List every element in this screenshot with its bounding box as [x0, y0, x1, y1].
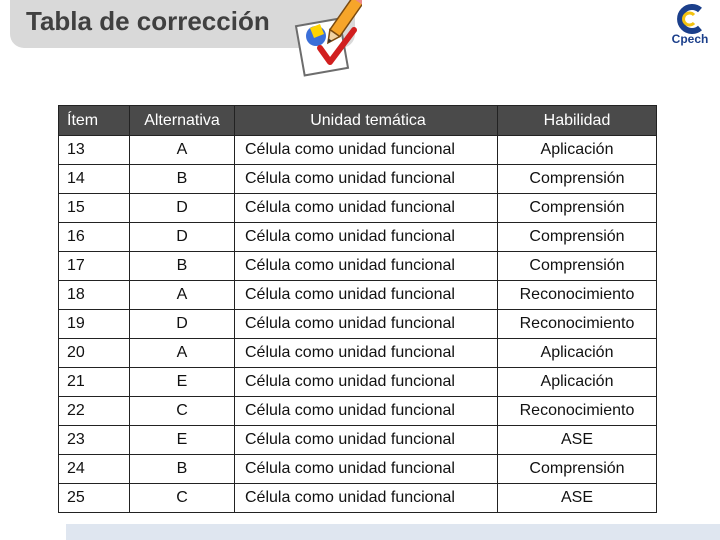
- cell-alternativa: A: [130, 339, 235, 368]
- cell-item: 17: [59, 252, 130, 281]
- cell-unidad: Célula como unidad funcional: [235, 368, 498, 397]
- cell-item: 19: [59, 310, 130, 339]
- table-row: [59, 281, 657, 310]
- cell-alternativa: B: [130, 165, 235, 194]
- footer-bar: [66, 524, 720, 540]
- cell-item: 15: [59, 194, 130, 223]
- cell-unidad: Célula como unidad funcional: [235, 339, 498, 368]
- cell-habilidad: Aplicación: [498, 136, 657, 165]
- cell-item: 23: [59, 426, 130, 455]
- cell-habilidad: Comprensión: [498, 223, 657, 252]
- cell-unidad: Célula como unidad funcional: [235, 194, 498, 223]
- cell-habilidad: Comprensión: [498, 194, 657, 223]
- cell-alternativa: D: [130, 310, 235, 339]
- table-row: [59, 252, 657, 281]
- cell-alternativa: B: [130, 455, 235, 484]
- table-body: [59, 136, 657, 513]
- cell-item: 22: [59, 397, 130, 426]
- cell-habilidad: Reconocimiento: [498, 310, 657, 339]
- header-alternativa: Alternativa: [130, 106, 235, 136]
- table-row: [59, 310, 657, 339]
- cell-alternativa: D: [130, 223, 235, 252]
- cell-alternativa: E: [130, 368, 235, 397]
- cell-habilidad: Reconocimiento: [498, 281, 657, 310]
- table-row: [59, 339, 657, 368]
- table-header-row: [59, 106, 657, 136]
- cell-unidad: Célula como unidad funcional: [235, 455, 498, 484]
- cell-unidad: Célula como unidad funcional: [235, 136, 498, 165]
- cell-item: 21: [59, 368, 130, 397]
- header-item: Ítem: [59, 106, 130, 136]
- table-row: [59, 426, 657, 455]
- table-row: [59, 165, 657, 194]
- page-title: Tabla de corrección: [26, 6, 270, 36]
- table-row: [59, 484, 657, 513]
- cell-item: 25: [59, 484, 130, 513]
- cell-habilidad: Aplicación: [498, 368, 657, 397]
- cell-unidad: Célula como unidad funcional: [235, 165, 498, 194]
- cell-item: 20: [59, 339, 130, 368]
- cell-habilidad: Comprensión: [498, 455, 657, 484]
- correction-table: [58, 105, 657, 513]
- cell-unidad: Célula como unidad funcional: [235, 397, 498, 426]
- header-unidad: Unidad temática: [235, 106, 498, 136]
- cell-unidad: Célula como unidad funcional: [235, 252, 498, 281]
- cell-habilidad: Aplicación: [498, 339, 657, 368]
- cell-item: 13: [59, 136, 130, 165]
- cell-alternativa: C: [130, 397, 235, 426]
- cell-unidad: Célula como unidad funcional: [235, 281, 498, 310]
- header-habilidad: Habilidad: [498, 106, 657, 136]
- cpech-logo: [664, 4, 716, 48]
- cell-habilidad: ASE: [498, 484, 657, 513]
- cell-alternativa: A: [130, 136, 235, 165]
- pencil-check-icon: [294, 0, 362, 78]
- cell-item: 16: [59, 223, 130, 252]
- cell-unidad: Célula como unidad funcional: [235, 484, 498, 513]
- cell-unidad: Célula como unidad funcional: [235, 426, 498, 455]
- cell-habilidad: Comprensión: [498, 252, 657, 281]
- cell-alternativa: C: [130, 484, 235, 513]
- table-row: [59, 194, 657, 223]
- cpech-logo-icon: [664, 4, 716, 34]
- table-row: [59, 455, 657, 484]
- cell-unidad: Célula como unidad funcional: [235, 223, 498, 252]
- cpech-logo-text: Cpech: [671, 32, 709, 46]
- cell-unidad: Célula como unidad funcional: [235, 310, 498, 339]
- cell-item: 14: [59, 165, 130, 194]
- cell-habilidad: ASE: [498, 426, 657, 455]
- cell-item: 24: [59, 455, 130, 484]
- cell-alternativa: D: [130, 194, 235, 223]
- cell-alternativa: A: [130, 281, 235, 310]
- cell-habilidad: Reconocimiento: [498, 397, 657, 426]
- cell-alternativa: E: [130, 426, 235, 455]
- table-row: [59, 397, 657, 426]
- table-row: [59, 136, 657, 165]
- cell-habilidad: Comprensión: [498, 165, 657, 194]
- cell-alternativa: B: [130, 252, 235, 281]
- table-row: [59, 223, 657, 252]
- cell-item: 18: [59, 281, 130, 310]
- table-row: [59, 368, 657, 397]
